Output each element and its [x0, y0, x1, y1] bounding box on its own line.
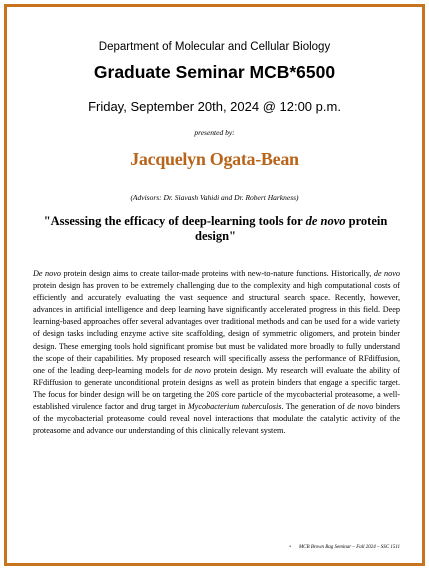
poster-frame [4, 4, 425, 566]
talk-title-part1: "Assessing the efficacy of deep-learning tools for [43, 214, 306, 228]
abstract-text-1: protein design aims to create tailor-made proteins with new-to-nature functions. Historically, [60, 269, 374, 278]
abstract-italic-1: De novo [33, 269, 61, 278]
abstract-italic-5: de novo [347, 402, 374, 412]
talk-title-italic: de novo [305, 214, 346, 228]
abstract-italic-4: Mycobacterium tuberculosis [187, 402, 282, 412]
talk-title [43, 214, 388, 244]
footer [289, 545, 400, 550]
footer-text: MCB Brown Bag Seminar – Fall 2024 – SSC 1511 [299, 545, 400, 550]
abstract-italic-3: de novo [184, 365, 211, 375]
advisors-line: (Advisors: Dr. Siavash Vahidi and Dr. Robert Harkness) [130, 193, 299, 202]
abstract-text-5: binders of the mycobacterial proteasome could reveal novel interactions that modulate the catalytic activity of the proteasome and advance our understanding of this clinically relevant system. [33, 402, 400, 436]
department-name: Department of Molecular and Cellular Biology [98, 41, 331, 53]
abstract-paragraph [33, 268, 400, 437]
bullet-icon: • [289, 545, 292, 550]
abstract-text-2: protein design has proven to be extremely challenging due to the complexity and high computational costs of efficiently and accurately evaluating the vast sequence and structural search space. Recently, however, advances in artificial intelligence and deep learning have significantly accelerated progress in this field. Deep learning-based approaches offer several advantages over traditional methods and can be used for a wide variety of design tasks including enzyme active site scaffolding, design of symmetric oligomers, and protein binder design. These emerging tools hold significant promise but must be validated more broadly to fully understand the scope of their capabilities. My proposed research will specifically assess the performance of RFdiffusion, one of the leading deep-learning models for [33, 281, 400, 375]
seminar-datetime: Friday, September 20th, 2024 @ 12:00 p.m. [88, 99, 341, 114]
abstract-text-4: . The generation of [281, 402, 348, 412]
seminar-title: Graduate Seminar MCB*6500 [93, 62, 336, 82]
abstract-text-3: protein design. My research will evaluate the ability of RFdiffusion to generate unconditional protein designs as well as protein binders that engage a specific target. The focus for binder design will be on targeting the 20S core particle of the mycobacterial proteasome, a well-established virulence factor and drug target in [33, 365, 400, 412]
talk-title-part2: protein design" [195, 214, 388, 243]
presented-by-label: presented by: [194, 128, 235, 137]
speaker-name: Jacquelyn Ogata-Bean [130, 149, 299, 169]
abstract-italic-2: de novo [373, 269, 400, 278]
